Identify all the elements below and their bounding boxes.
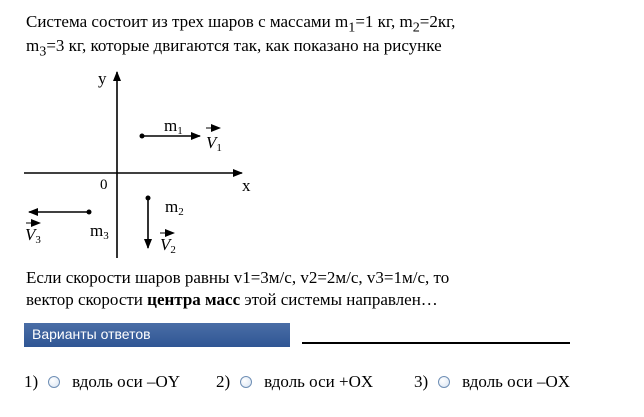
- mass-label-m1: m1: [164, 116, 183, 137]
- answer-underline: [302, 342, 570, 344]
- option-number: 2): [216, 372, 231, 391]
- x-axis-label: x: [242, 176, 251, 195]
- problem-text: этой системы направлен…: [240, 290, 438, 309]
- option-label[interactable]: вдоль оси –OY: [72, 372, 181, 391]
- problem-text: m: [26, 36, 40, 55]
- problem-text: вектор скорости: [26, 290, 148, 309]
- option-number: 1): [24, 372, 39, 391]
- problem-text: =2кг,: [419, 12, 456, 31]
- radio-button-2[interactable]: [240, 376, 252, 388]
- velocity-label-v2: V2: [160, 235, 176, 256]
- subscript: 2: [412, 19, 420, 36]
- answers-header-label: Варианты ответов: [32, 326, 151, 342]
- problem-text: =3 кг, которые двигаются так, как показано на рисунке: [46, 36, 442, 55]
- answer-option-1[interactable]: [24, 372, 180, 392]
- problem-text: =1 кг, m: [355, 12, 413, 31]
- option-number: 3): [414, 372, 429, 391]
- problem-line-1: [26, 12, 455, 37]
- problem-line-3: Если скорости шаров равны v1=3м/с, v2=2м/с, v3=1м/с, то: [26, 268, 450, 287]
- radio-button-3[interactable]: [438, 376, 450, 388]
- mass-label-m2: m2: [165, 197, 184, 218]
- mass-label-m3: m3: [90, 221, 109, 242]
- option-label[interactable]: вдоль оси –OX: [462, 372, 571, 391]
- velocity-label-v3: V3: [25, 225, 41, 246]
- answers-header: [24, 323, 290, 347]
- problem-text: Система состоит из трех шаров с массами m: [26, 12, 349, 31]
- subscript: 1: [348, 19, 356, 36]
- option-label[interactable]: вдоль оси +OX: [264, 372, 374, 391]
- physics-diagram: [20, 58, 270, 263]
- y-axis-label: y: [98, 69, 107, 88]
- subscript: 3: [39, 43, 47, 60]
- answer-option-2[interactable]: [216, 372, 373, 392]
- answer-option-3[interactable]: [414, 372, 570, 392]
- problem-line-4: [26, 290, 438, 310]
- velocity-label-v1: V1: [206, 133, 222, 154]
- radio-button-1[interactable]: [48, 376, 60, 388]
- origin-label: 0: [100, 177, 108, 193]
- emphasized-term: центра масс: [147, 290, 241, 309]
